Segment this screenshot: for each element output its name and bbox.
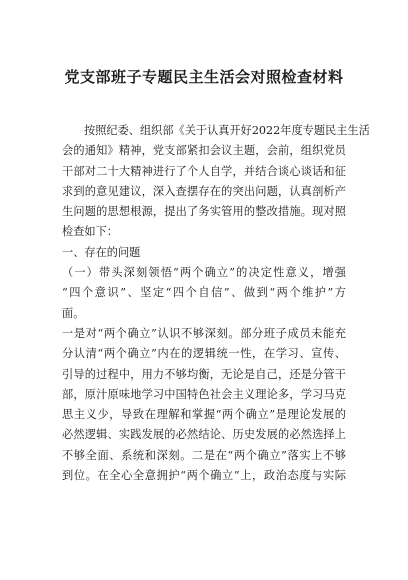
paragraph-line: 检查如下：	[62, 225, 118, 239]
paragraph-line: 一、存在的问题	[62, 245, 141, 259]
document-body	[62, 121, 370, 486]
paragraph-line: 按照纪委、组织部《关于认真开好2022年度专题民主生活	[84, 124, 370, 137]
paragraph-line: 必然逻辑、实践发展的必然结论、历史发展的必然选择上	[62, 428, 346, 442]
paragraph-line: 一是对“两个确立”认识不够深刻。部分班子成员未能充	[62, 326, 346, 340]
paragraph-line: 不够全面、系统和深刻。二是在“两个确立”落实上不够	[62, 448, 346, 462]
paragraph-line: 生问题的思想根源，提出了务实管用的整改措施。现对照	[62, 205, 346, 219]
paragraph-line: 部，原汁原味地学习中国特色社会主义理论多，学习马克	[62, 387, 346, 401]
paragraph-line: 干部对二十大精神进行了个人自学，并结合谈心谈话和征	[62, 164, 346, 178]
document-title: 党支部班子专题民主生活会对照检查材料	[64, 68, 344, 86]
paragraph-line: 面。	[62, 306, 85, 320]
paragraph-line: 求到的意见建议，深入查摆存在的突出问题，认真剖析产	[62, 184, 346, 198]
paragraph-line: 分认清“两个确立”内在的逻辑统一性，在学习、宣传、	[62, 347, 346, 361]
paragraph-line: 引导的过程中，用力不够均衡，无论是自己，还是分管干	[62, 367, 346, 381]
paragraph-line: 会的通知》精神，党支部紧扣会议主题，会前，组织党员	[62, 144, 346, 158]
paragraph-line: “四个意识”、坚定“四个自信”、做到“两个维护”方	[62, 286, 346, 300]
paragraph-line: 到位。在全心全意拥护“两个确立”上，政治态度与实际	[62, 469, 346, 483]
paragraph-line: （一）带头深刻领悟“两个确立”的决定性意义，增强	[62, 266, 346, 280]
paragraph-line: 思主义少，导致在理解和掌握“两个确立”是理论发展的	[62, 408, 346, 422]
